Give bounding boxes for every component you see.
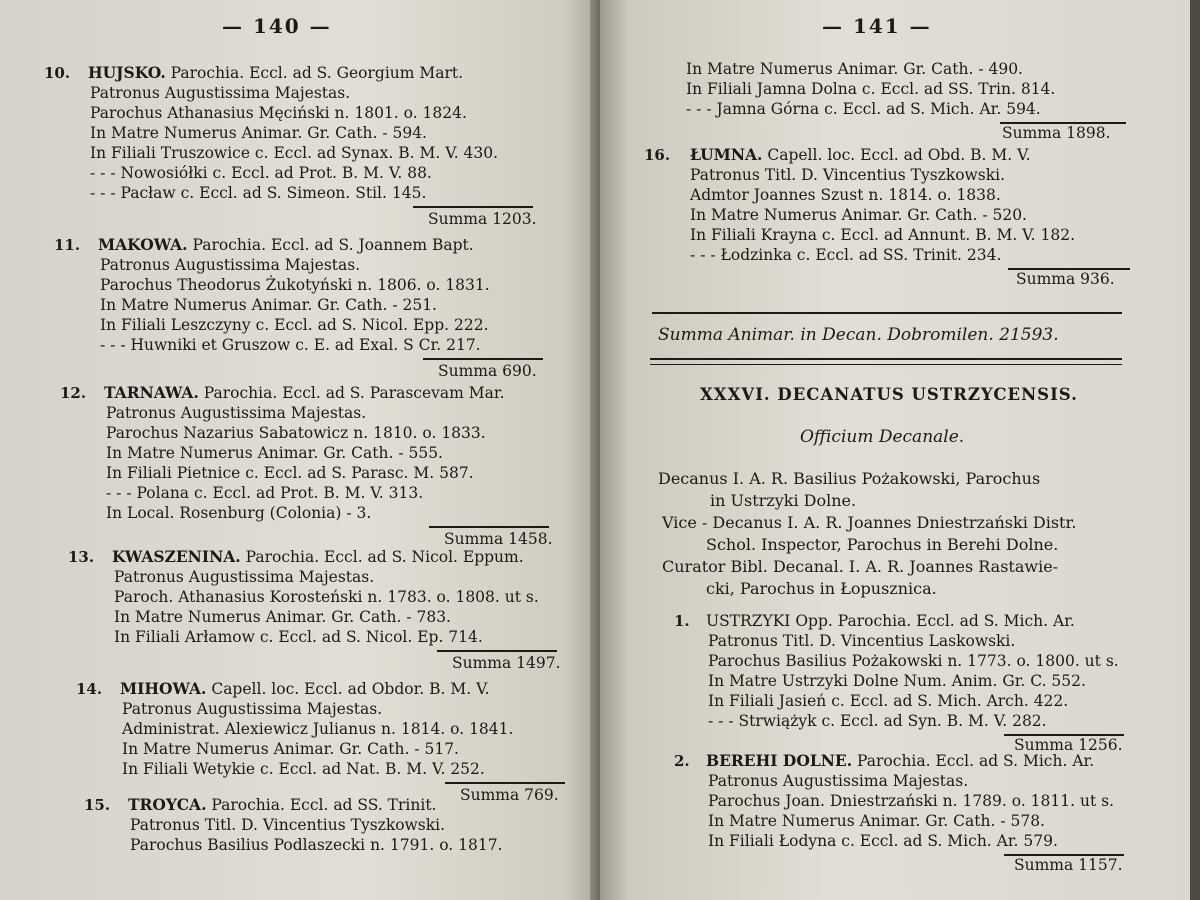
entry-line: In Filiali Łodyna c. Eccl. ad S. Mich. Ar. 579. — [708, 832, 1058, 850]
entry-line: - - - Strwiążyk c. Eccl. ad Syn. B. M. V. 282. — [708, 712, 1047, 730]
entry-number: 2. — [674, 752, 690, 770]
parish-name: TROYCA. — [128, 795, 207, 814]
entry-line: In Local. Rosenburg (Colonia) - 3. — [106, 504, 372, 522]
entry-line: Parochus Joan. Dniestrzański n. 1789. o. 1811. ut s. — [708, 792, 1114, 810]
official-line: Schol. Inspector, Parochus in Berehi Dolne. — [706, 535, 1059, 554]
summa-total: Summa 1203. — [428, 210, 537, 228]
parish-description: Parochia. Eccl. ad S. Parascevam Mar. — [198, 384, 505, 402]
decanate-total: Summa Animar. in Decan. Dobromilen. 21593. — [658, 325, 1059, 345]
section-rule — [650, 358, 1122, 360]
entry-title — [128, 796, 436, 814]
entry-line: In Matre Numerus Animar. Gr. Cath. - 578. — [708, 812, 1045, 830]
page-number-right: — 141 — — [822, 14, 932, 38]
parish-name: MAKOWA. — [98, 235, 188, 254]
entry-line: Patronus Augustissima Majestas. — [90, 84, 351, 102]
entry-line: - - - Nowosiółki c. Eccl. ad Prot. B. M. V. 88. — [90, 164, 432, 182]
summa-rule — [423, 358, 543, 360]
entry-line: - - - Pacław c. Eccl. ad S. Simeon. Stil. 145. — [90, 184, 427, 202]
entry-line: In Matre Numerus Animar. Gr. Cath. - 517. — [122, 740, 459, 758]
entry-number: 12. — [60, 384, 87, 402]
entry-title — [98, 236, 474, 254]
entry-line: Administrat. Alexiewicz Julianus n. 1814. o. 1841. — [122, 720, 514, 738]
entry-line: Parochus Theodorus Żukotyński n. 1806. o. 1831. — [100, 276, 490, 294]
entry-line: Parochus Athanasius Męciński n. 1801. o. 1824. — [90, 104, 467, 122]
entry-title — [112, 548, 524, 566]
summa-total: Summa 769. — [460, 786, 559, 804]
entry-number: 15. — [84, 796, 111, 814]
official-line: Curator Bibl. Decanal. I. A. R. Joannes Rastawie- — [662, 557, 1059, 576]
entry-line: In Filiali Jasień c. Eccl. ad S. Mich. Arch. 422. — [708, 692, 1069, 710]
entry-line: In Matre Ustrzyki Dolne Num. Anim. Gr. C. 552. — [708, 672, 1086, 690]
entry-number: 11. — [54, 236, 81, 254]
parish-name: HUJSKO. — [88, 63, 166, 82]
entry-line: Patronus Augustissima Majestas. — [708, 772, 969, 790]
entry-line: Patronus Augustissima Majestas. — [122, 700, 383, 718]
entry-line: Patronus Titl. D. Vincentius Laskowski. — [708, 632, 1016, 650]
summa-total: Summa 1898. — [1002, 124, 1111, 142]
entry-title: USTRZYKI Opp. Parochia. Eccl. ad S. Mich. Ar. — [706, 612, 1075, 630]
parish-description: Capell. loc. Eccl. ad Obd. B. M. V. — [762, 146, 1031, 164]
official-line: cki, Parochus in Łopusznica. — [706, 579, 937, 598]
parish-name: MIHOWA. — [120, 679, 207, 698]
entry-line: In Matre Numerus Animar. Gr. Cath. - 251. — [100, 296, 437, 314]
parish-description: Parochia. Eccl. ad SS. Trinit. — [206, 796, 437, 814]
entry-line: In Filiali Wetykie c. Eccl. ad Nat. B. M. V. 252. — [122, 760, 485, 778]
summa-rule — [429, 526, 549, 528]
entry-line: Patronus Augustissima Majestas. — [106, 404, 367, 422]
parish-description: Capell. loc. Eccl. ad Obdor. B. M. V. — [206, 680, 490, 698]
page-number-left: — 140 — — [222, 14, 332, 38]
entry-line: - - - Łodzinka c. Eccl. ad SS. Trinit. 234. — [690, 246, 1002, 264]
entry-title — [706, 752, 1094, 770]
entry-line: In Matre Numerus Animar. Gr. Cath. - 783. — [114, 608, 451, 626]
entry-line: Admtor Joannes Szust n. 1814. o. 1838. — [690, 186, 1001, 204]
entry-line: Parochus Basilius Podlaszecki n. 1791. o. 1817. — [130, 836, 503, 854]
summa-rule — [445, 782, 565, 784]
parish-description: Parochia. Eccl. ad S. Nicol. Eppum. — [240, 548, 524, 566]
official-line: Decanus I. A. R. Basilius Pożakowski, Parochus — [658, 469, 1041, 488]
entry-line: In Filiali Krayna c. Eccl. ad Annunt. B. M. V. 182. — [690, 226, 1076, 244]
entry-title — [120, 680, 490, 698]
entry-number: 10. — [44, 64, 71, 82]
entry-line: In Filiali Truszowice c. Eccl. ad Synax. B. M. V. 430. — [90, 144, 499, 162]
entry-line: In Matre Numerus Animar. Gr. Cath. - 520. — [690, 206, 1027, 224]
entry-line: - - - Polana c. Eccl. ad Prot. B. M. V. 313. — [106, 484, 424, 502]
entry-line: In Matre Numerus Animar. Gr. Cath. - 555. — [106, 444, 443, 462]
entry-line: - - - Jamna Górna c. Eccl. ad S. Mich. Ar. 594. — [686, 100, 1041, 118]
entry-number: 14. — [76, 680, 103, 698]
parish-name: KWASZENINA. — [112, 547, 241, 566]
parish-description: Parochia. Eccl. ad S. Joannem Bapt. — [187, 236, 474, 254]
summa-total: Summa 1458. — [444, 530, 553, 548]
official-line: Vice - Decanus I. A. R. Joannes Dniestrzański Distr. — [662, 513, 1077, 532]
entry-line: Parochus Basilius Pożakowski n. 1773. o. 1800. ut s. — [708, 652, 1119, 670]
entry-line: Parochus Nazarius Sabatowicz n. 1810. o. 1833. — [106, 424, 486, 442]
summa-total: Summa 936. — [1016, 270, 1115, 288]
entry-number: 1. — [674, 612, 690, 630]
officium-heading: Officium Decanale. — [800, 427, 965, 447]
summa-total: Summa 690. — [438, 362, 537, 380]
parish-name: TARNAWA. — [104, 383, 199, 402]
entry-line: In Matre Numerus Animar. Gr. Cath. - 490. — [686, 60, 1023, 78]
parish-description: Parochia. Eccl. ad S. Georgium Mart. — [165, 64, 464, 82]
summa-total: Summa 1497. — [452, 654, 561, 672]
entry-line: Patronus Titl. D. Vincentius Tyszkowski. — [690, 166, 1006, 184]
entry-line: Paroch. Athanasius Korosteński n. 1783. o. 1808. ut s. — [114, 588, 539, 606]
parish-description: Parochia. Eccl. ad S. Mich. Ar. — [852, 752, 1095, 770]
decanate-heading: XXXVI. DECANATUS USTRZYCENSIS. — [700, 385, 1078, 404]
parish-name: BEREHI DOLNE. — [706, 751, 853, 770]
summa-total: Summa 1157. — [1014, 856, 1123, 874]
entry-line: Patronus Augustissima Majestas. — [114, 568, 375, 586]
entry-line: Patronus Titl. D. Vincentius Tyszkowski. — [130, 816, 446, 834]
official-line: in Ustrzyki Dolne. — [710, 491, 857, 510]
entry-title — [104, 384, 505, 402]
entry-title — [88, 64, 463, 82]
summa-rule — [437, 650, 557, 652]
entry-line: - - - Huwniki et Gruszow c. E. ad Exal. S Cr. 217. — [100, 336, 481, 354]
entry-number: 13. — [68, 548, 95, 566]
section-rule — [650, 364, 1122, 365]
page-edge — [1190, 0, 1200, 900]
right-page — [600, 0, 1190, 900]
entry-line: In Filiali Arłamow c. Eccl. ad S. Nicol. Ep. 714. — [114, 628, 483, 646]
summa-total: Summa 1256. — [1014, 736, 1123, 754]
entry-line: In Filiali Jamna Dolna c. Eccl. ad SS. Trin. 814. — [686, 80, 1056, 98]
entry-line: In Matre Numerus Animar. Gr. Cath. - 594. — [90, 124, 427, 142]
entry-number: 16. — [644, 146, 671, 164]
entry-title — [690, 146, 1031, 164]
entry-line: In Filiali Pietnice c. Eccl. ad S. Parasc. M. 587. — [106, 464, 474, 482]
summa-rule — [413, 206, 533, 208]
section-rule — [652, 312, 1122, 314]
parish-name: ŁUMNA. — [690, 145, 763, 164]
entry-line: Patronus Augustissima Majestas. — [100, 256, 361, 274]
entry-line: In Filiali Leszczyny c. Eccl. ad S. Nicol. Epp. 222. — [100, 316, 489, 334]
